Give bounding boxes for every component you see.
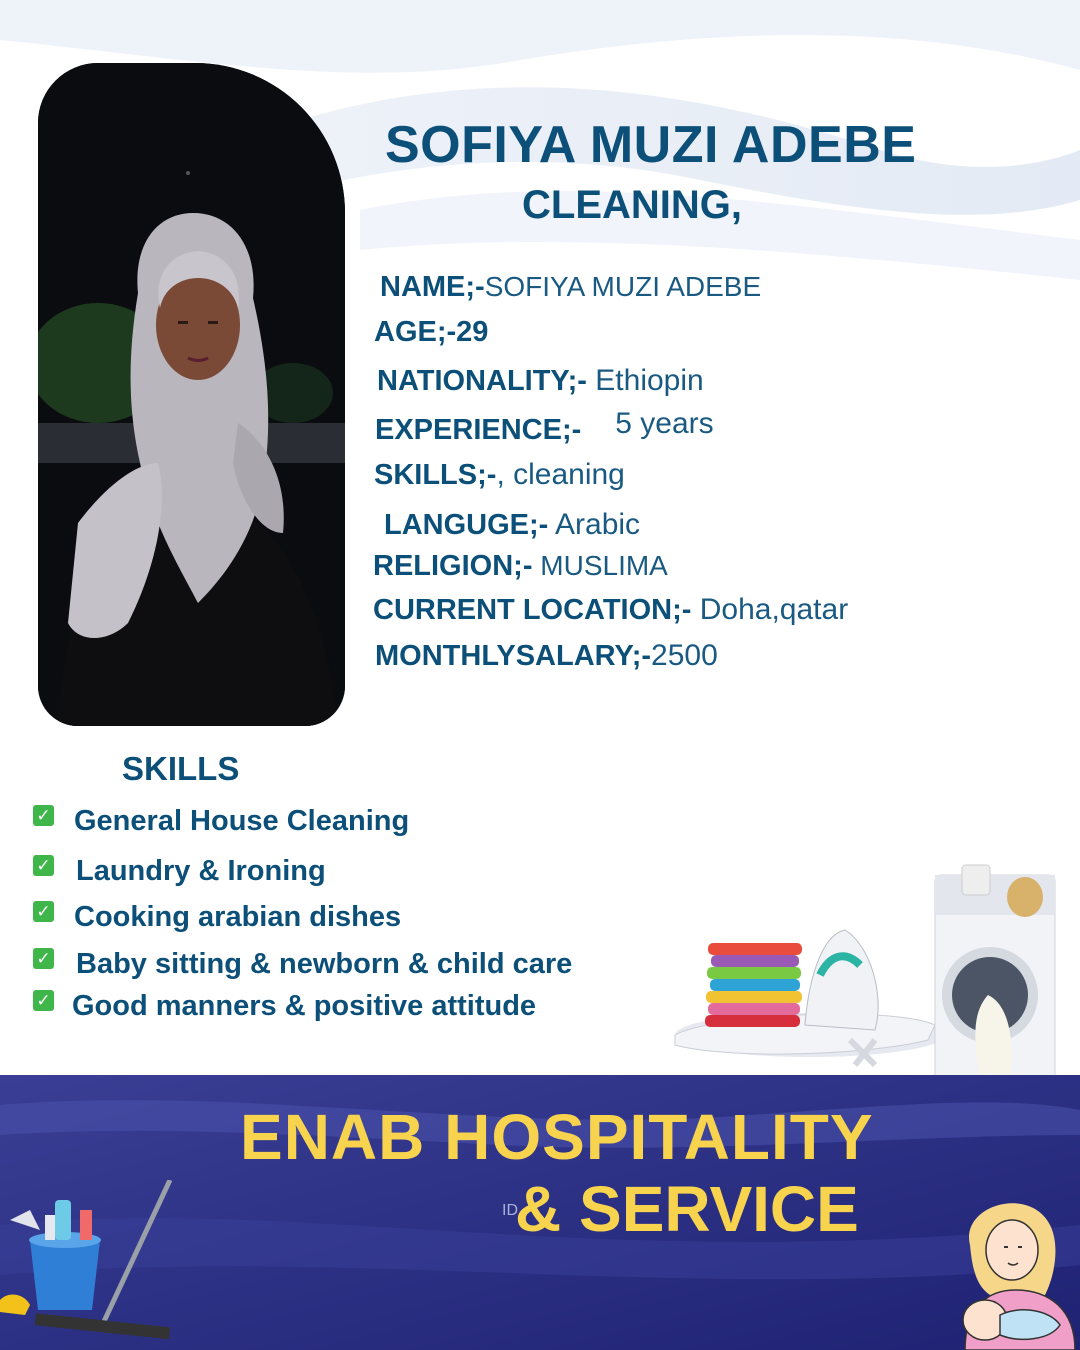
- check-icon: ✓: [33, 948, 54, 969]
- skill-item: [33, 855, 326, 888]
- detail-value: SOFIYA MUZI ADEBE: [484, 271, 762, 302]
- skill-label: Laundry & Ironing: [76, 855, 326, 887]
- detail-row-nationality: [377, 364, 704, 398]
- skill-label: General House Cleaning: [74, 805, 410, 837]
- detail-label: CURRENT LOCATION;-: [373, 594, 692, 626]
- detail-label: MONTHLYSALARY;-: [375, 640, 652, 672]
- check-icon: ✓: [33, 855, 54, 876]
- detail-row-age: [374, 315, 488, 349]
- detail-row-location: [373, 593, 848, 627]
- check-icon: ✓: [33, 805, 54, 826]
- detail-label: NATIONALITY;-: [377, 365, 587, 397]
- detail-row-salary: [375, 639, 718, 673]
- candidate-name-title: SOFIYA MUZI ADEBE: [385, 116, 917, 174]
- skill-item: [33, 901, 401, 934]
- detail-value: MUSLIMA: [532, 550, 668, 581]
- skill-label: Cooking arabian dishes: [74, 901, 402, 933]
- detail-row-experience: [375, 407, 714, 447]
- brand-name-line2: & SERVICE: [515, 1173, 859, 1245]
- skill-label: Good manners & positive attitude: [72, 990, 537, 1022]
- check-icon: ✓: [33, 990, 54, 1011]
- cleaning-bucket-illustration: [0, 1180, 180, 1350]
- detail-row-language: [384, 508, 640, 542]
- detail-label: LANGUGE;-: [384, 509, 549, 541]
- detail-label: SKILLS;-: [374, 459, 497, 491]
- skills-heading: SKILLS: [122, 750, 240, 787]
- profile-photo: [38, 63, 345, 726]
- detail-row-name: [380, 271, 761, 304]
- detail-value: 5 years: [615, 407, 714, 440]
- check-icon: ✓: [33, 901, 54, 922]
- skill-label: Baby sitting & newborn & child care: [76, 948, 573, 980]
- laundry-illustration: [670, 855, 1080, 1085]
- detail-value: , cleaning: [496, 458, 625, 491]
- detail-label: AGE;-29: [374, 316, 489, 348]
- detail-label: NAME;-: [380, 271, 485, 303]
- detail-value: Ethiopin: [586, 364, 704, 397]
- detail-value: Arabic: [548, 508, 641, 541]
- detail-value: 2500: [651, 639, 718, 672]
- detail-value: Doha,qatar: [691, 593, 849, 626]
- mother-baby-illustration: [950, 1185, 1080, 1350]
- skill-item: [33, 990, 536, 1023]
- skill-item: [33, 805, 409, 838]
- id-watermark: ID: [502, 1202, 518, 1219]
- detail-label: RELIGION;-: [373, 550, 533, 582]
- brand-name-line1: ENAB HOSPITALITY: [240, 1101, 874, 1173]
- skill-item: [33, 948, 572, 981]
- detail-row-religion: [373, 550, 668, 583]
- detail-row-skills: [374, 458, 625, 492]
- detail-label: EXPERIENCE;-: [375, 414, 582, 446]
- candidate-role-subtitle: CLEANING,: [522, 183, 742, 227]
